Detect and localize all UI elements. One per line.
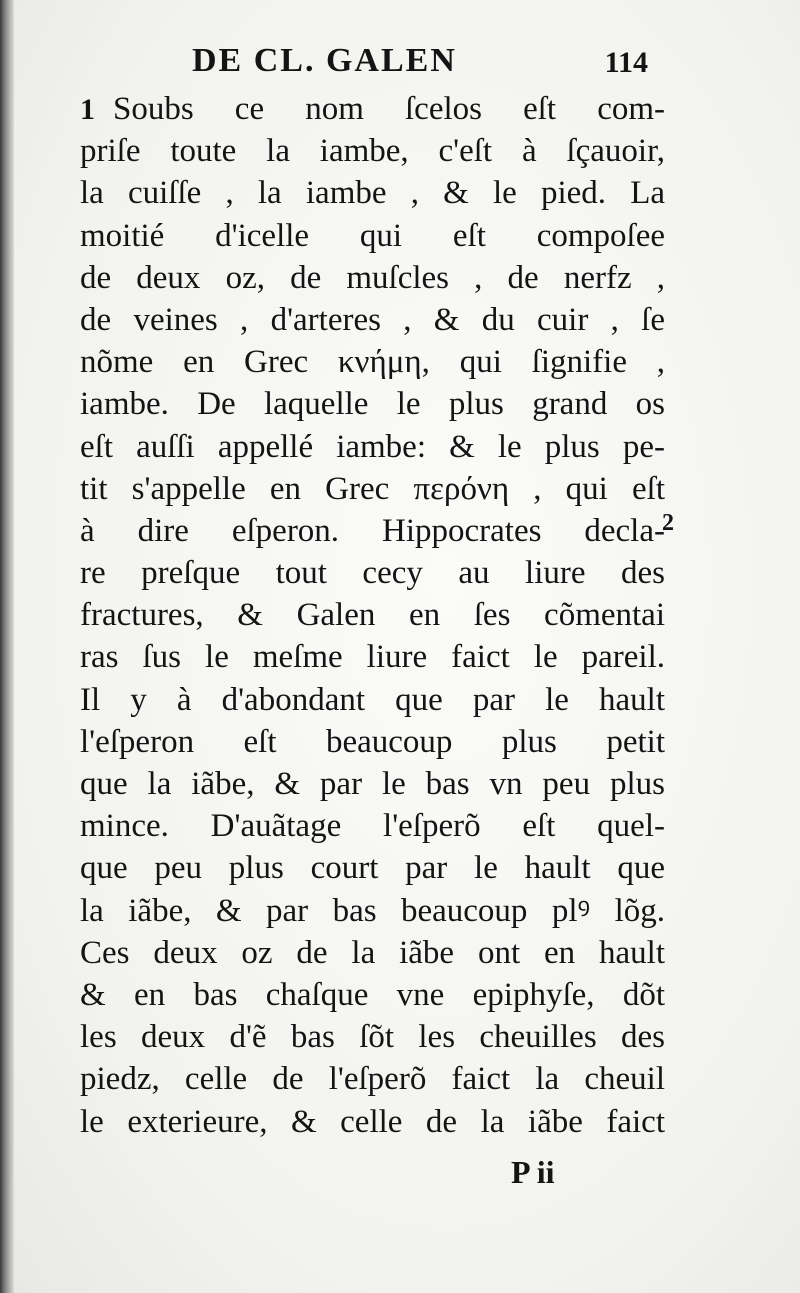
text-line <box>80 510 665 552</box>
text-line <box>80 847 665 889</box>
text-line-content: la iãbe, & par bas beaucoup plꝰ lõg. <box>80 892 665 929</box>
folio-number: 114 <box>604 46 648 79</box>
text-line <box>80 932 665 974</box>
text-line <box>80 215 665 257</box>
text-line <box>80 805 665 847</box>
page-header <box>74 38 654 88</box>
text-line-content: priſe toute la iambe, c'eſt à ſçauoir, <box>80 133 665 170</box>
text-block <box>80 88 665 1143</box>
text-line-content: de veines , d'arteres , & du cuir , ſe <box>80 301 665 338</box>
text-line-content: tit s'appelle en Grec περόνη , qui eſt <box>80 470 665 507</box>
text-line <box>80 1101 665 1143</box>
text-line-content: Soubs ce nom ſcelos eſt com- <box>113 91 665 127</box>
text-line-content: ras ſus le meſme liure faict le pareil. <box>80 639 665 676</box>
text-line-content: la cuiſſe , la iambe , & le pied. La <box>80 175 665 212</box>
text-line-content: nõme en Grec κνήμη, qui ſignifie , <box>80 344 665 381</box>
text-line-content: que la iãbe, & par le bas vn peu plus <box>80 766 665 802</box>
margin-note-marker: 2 <box>662 510 674 536</box>
text-line <box>80 88 665 130</box>
text-line-content: mince. D'auãtage l'eſperõ eſt quel- <box>80 808 665 845</box>
text-line <box>80 1016 665 1058</box>
text-line-content: de deux oz, de muſcles , de nerfz , <box>80 259 665 296</box>
text-line-content: & en bas chaſque vne epiphyſe, dõt <box>80 976 665 1013</box>
text-line <box>80 974 665 1016</box>
text-line-content: les deux d'ẽ bas ſõt les cheuilles des <box>80 1019 665 1056</box>
text-line-content: que peu plus court par le hault que <box>80 850 665 887</box>
text-line <box>80 890 665 932</box>
text-line <box>80 594 665 636</box>
text-line <box>80 341 665 383</box>
text-line <box>80 383 665 425</box>
text-line <box>80 172 665 214</box>
text-line <box>80 426 665 468</box>
text-line <box>80 299 665 341</box>
text-line <box>80 468 665 510</box>
text-line-content: re preſque tout cecy au liure des <box>80 555 665 592</box>
text-line-content: moitié d'icelle qui eſt compoſee <box>80 217 665 254</box>
signature-mark: P ii <box>511 1154 555 1190</box>
text-line-content: à dire eſperon. Hippocrates decla- <box>80 512 665 549</box>
running-head: DE CL. GALEN <box>192 42 457 79</box>
text-line-content: Ces deux oz de la iãbe ont en hault <box>80 934 665 971</box>
text-line <box>80 636 665 678</box>
text-line <box>80 1058 665 1100</box>
text-line-content: fractures, & Galen en ſes cõmentai <box>80 597 665 634</box>
text-line-content: eſt auſſi appellé iambe: & le plus pe- <box>80 428 665 465</box>
text-line <box>80 721 665 763</box>
text-line-content: l'eſperon eſt beaucoup plus petit <box>80 723 665 760</box>
book-spine-shadow <box>0 0 14 1293</box>
book-page <box>14 0 800 1293</box>
text-line-content: le exterieure, & celle de la iãbe faict <box>80 1103 665 1140</box>
text-line-content: Il y à d'abondant que par le hault <box>80 681 665 718</box>
text-line <box>80 257 665 299</box>
text-line <box>80 763 665 805</box>
text-line <box>80 679 665 721</box>
text-line-content: iambe. De laquelle le plus grand os <box>80 386 665 423</box>
text-line <box>80 130 665 172</box>
text-line-content: piedz, celle de l'eſperõ faict la cheuil <box>80 1061 665 1098</box>
note-marker: 1 <box>80 93 95 126</box>
text-line <box>80 552 665 594</box>
